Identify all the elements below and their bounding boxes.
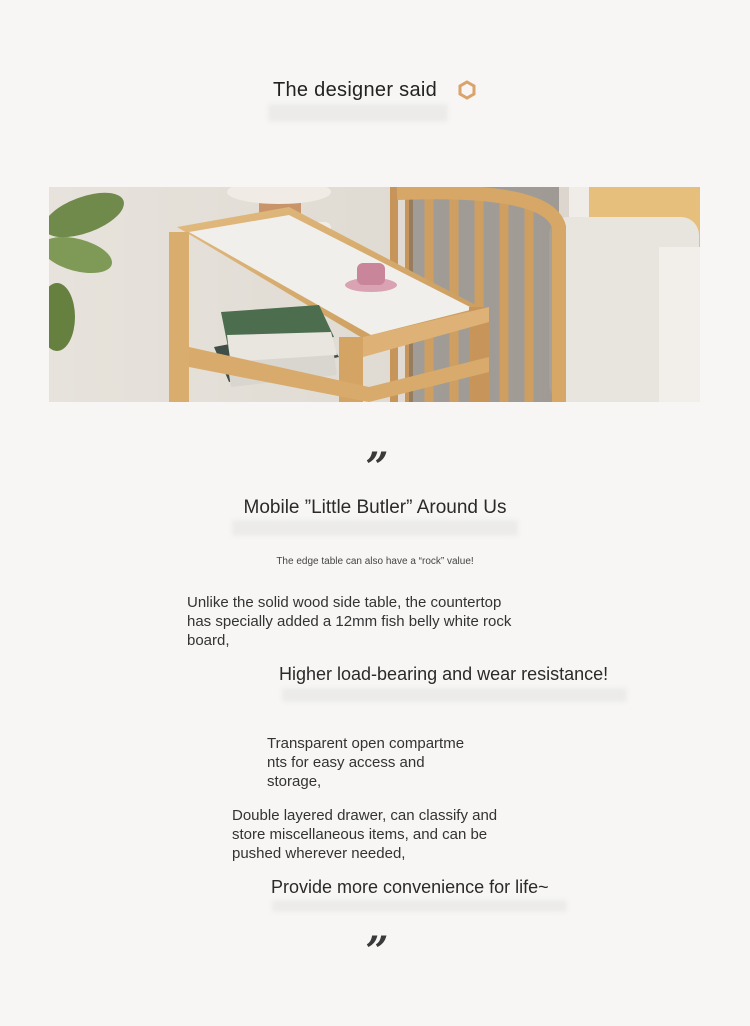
paragraph-line: Double layered drawer, can classify and: [232, 807, 498, 824]
paragraph-line: Transparent open compartme: [267, 735, 465, 752]
paragraph-line: Unlike the solid wood side table, the countertop: [187, 594, 502, 611]
text-shadow: [232, 520, 518, 536]
paragraph-line: board,: [187, 632, 230, 649]
opening-quote: ”: [365, 444, 385, 491]
paragraph-line: pushed wherever needed,: [232, 845, 406, 862]
paragraph-drawer: [232, 806, 552, 863]
paragraph-compartments: [267, 734, 527, 791]
paragraph-countertop: [187, 593, 587, 650]
highlight-convenience: Provide more convenience for life~: [271, 877, 549, 897]
text-shadow: [268, 104, 448, 122]
paragraph-line: nts for easy access and: [267, 754, 425, 771]
highlight-load-bearing: Higher load-bearing and wear resistance!: [279, 664, 609, 684]
paragraph-line: store miscellaneous items, and can be: [232, 826, 488, 843]
paragraph-line: storage,: [267, 773, 322, 790]
section-subnote: The edge table can also have a “rock” value!: [276, 556, 474, 567]
text-shadow: [272, 900, 567, 912]
paragraph-line: has specially added a 12mm fish belly white rock: [187, 613, 512, 630]
text-shadow: [282, 688, 627, 702]
product-photo: [49, 187, 700, 402]
closing-quote: ”: [365, 928, 385, 975]
hexagon-icon: [457, 80, 477, 100]
header-title: The designer said: [272, 78, 438, 101]
section-heading: Mobile ”Little Butler” Around Us: [243, 497, 507, 518]
